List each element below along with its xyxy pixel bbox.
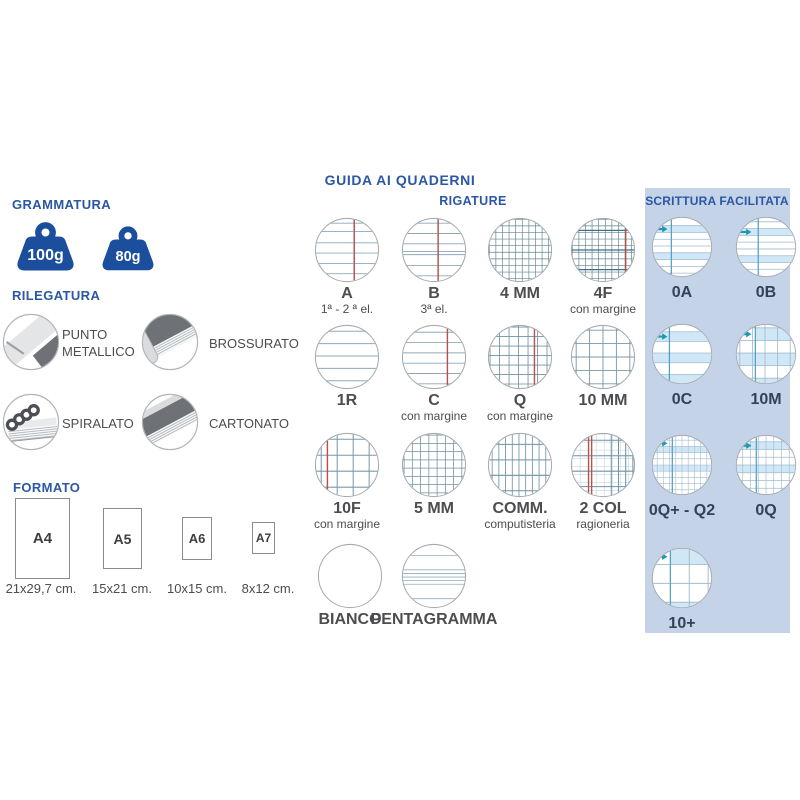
ruling-label: BIANCO (318, 611, 382, 628)
sf-0q-icon (735, 434, 797, 496)
weight-label: 80g (115, 248, 141, 265)
rigature-heading: RIGATURE (439, 194, 507, 208)
weight-item (99, 226, 157, 277)
sf-0a-icon (651, 216, 713, 278)
ruling-sublabel: con margine (569, 302, 637, 316)
sf-0q2-icon (651, 434, 713, 496)
easy-writing-item (627, 547, 737, 633)
ruling-lines-a-icon (314, 217, 380, 283)
ruling-grid-5mm-icon (401, 432, 467, 498)
easy-writing-label: 10+ (668, 615, 696, 632)
easy-writing-label: 0Q (755, 502, 777, 519)
sf-10m-icon (735, 323, 797, 385)
binding-label: SPIRALATO (62, 416, 134, 431)
ruling-lines-b-icon (401, 217, 467, 283)
punto-metallico-icon (2, 313, 60, 371)
binding-item (2, 393, 60, 456)
binding-label: BROSSURATO (209, 336, 299, 351)
ruling-label: C (428, 392, 440, 409)
ruling-sublabel: con margine (486, 409, 554, 423)
ruling-label: A (341, 285, 353, 302)
ruling-label: 10 MM (578, 392, 628, 409)
easy-writing-label: 0A (671, 284, 693, 301)
easy-writing-item (711, 434, 800, 520)
cartonato-icon (141, 393, 199, 451)
ruling-sublabel: con margine (313, 517, 381, 531)
ruling-label: PENTAGRAMMA (370, 611, 498, 628)
binding-item (2, 313, 60, 376)
ruling-sublabel: 3ª el. (420, 302, 448, 316)
ruling-label: 1R (336, 392, 358, 409)
formato-heading: FORMATO (13, 480, 81, 495)
brossurato-icon (141, 313, 199, 371)
binding-label: CARTONATO (209, 416, 289, 431)
weight-label: 100g (27, 247, 64, 264)
spiralato-icon (2, 393, 60, 451)
ruling-lines-1r-icon (314, 324, 380, 390)
ruling-label: B (428, 285, 440, 302)
format-rect: A5 (103, 508, 142, 569)
ruling-label: 4F (593, 285, 613, 302)
format-size-label: 21x29,7 cm. (5, 581, 77, 596)
format-rect: A7 (252, 522, 275, 554)
sf-0c-icon (651, 323, 713, 385)
binding-item (141, 393, 199, 456)
format-rect: A6 (182, 517, 212, 560)
format-size-label: 8x12 cm. (241, 581, 295, 596)
ruling-label: COMM. (492, 500, 548, 517)
ruling-sublabel: con margine (400, 409, 468, 423)
ruling-grid-10f-icon (314, 432, 380, 498)
ruling-label: 10F (333, 500, 361, 517)
binding-item (141, 313, 199, 376)
easy-writing-item (711, 323, 800, 409)
ruling-sublabel: 1ª - 2 ª el. (320, 302, 374, 316)
sf-0b-icon (735, 216, 797, 278)
ruling-label: 4 MM (500, 285, 540, 302)
ruling-label: 2 COL (579, 500, 627, 517)
weight-icon (99, 226, 157, 272)
ruling-pentagramma-icon (401, 543, 467, 609)
binding-label: PUNTO METALLICO (62, 327, 135, 359)
format-size-label: 15x21 cm. (92, 581, 152, 596)
easy-writing-label: 0B (755, 284, 777, 301)
sf-10plus-icon (651, 547, 713, 609)
easy-writing-label: 0C (671, 391, 693, 408)
ruling-sublabel: ragioneria (576, 517, 630, 531)
format-rect: A4 (15, 498, 70, 579)
scrittura-facilitata-heading: SCRITTURA FACILITATA (645, 194, 789, 208)
easy-writing-label: 10M (750, 391, 782, 408)
ruling-label: Q (513, 392, 527, 409)
ruling-label: 5 MM (414, 500, 454, 517)
easy-writing-label: 0Q+ - Q2 (648, 502, 716, 519)
grammatura-heading: GRAMMATURA (12, 197, 112, 212)
ruling-item (370, 543, 498, 629)
ruling-lines-c-icon (401, 324, 467, 390)
ruling-sublabel: computisteria (484, 517, 556, 531)
easy-writing-item (711, 216, 800, 302)
weight-icon (13, 222, 78, 272)
format-size-label: 10x15 cm. (167, 581, 227, 596)
page-title: GUIDA AI QUADERNI (324, 172, 476, 188)
weight-item (13, 222, 78, 277)
rilegatura-heading: RILEGATURA (12, 288, 101, 303)
